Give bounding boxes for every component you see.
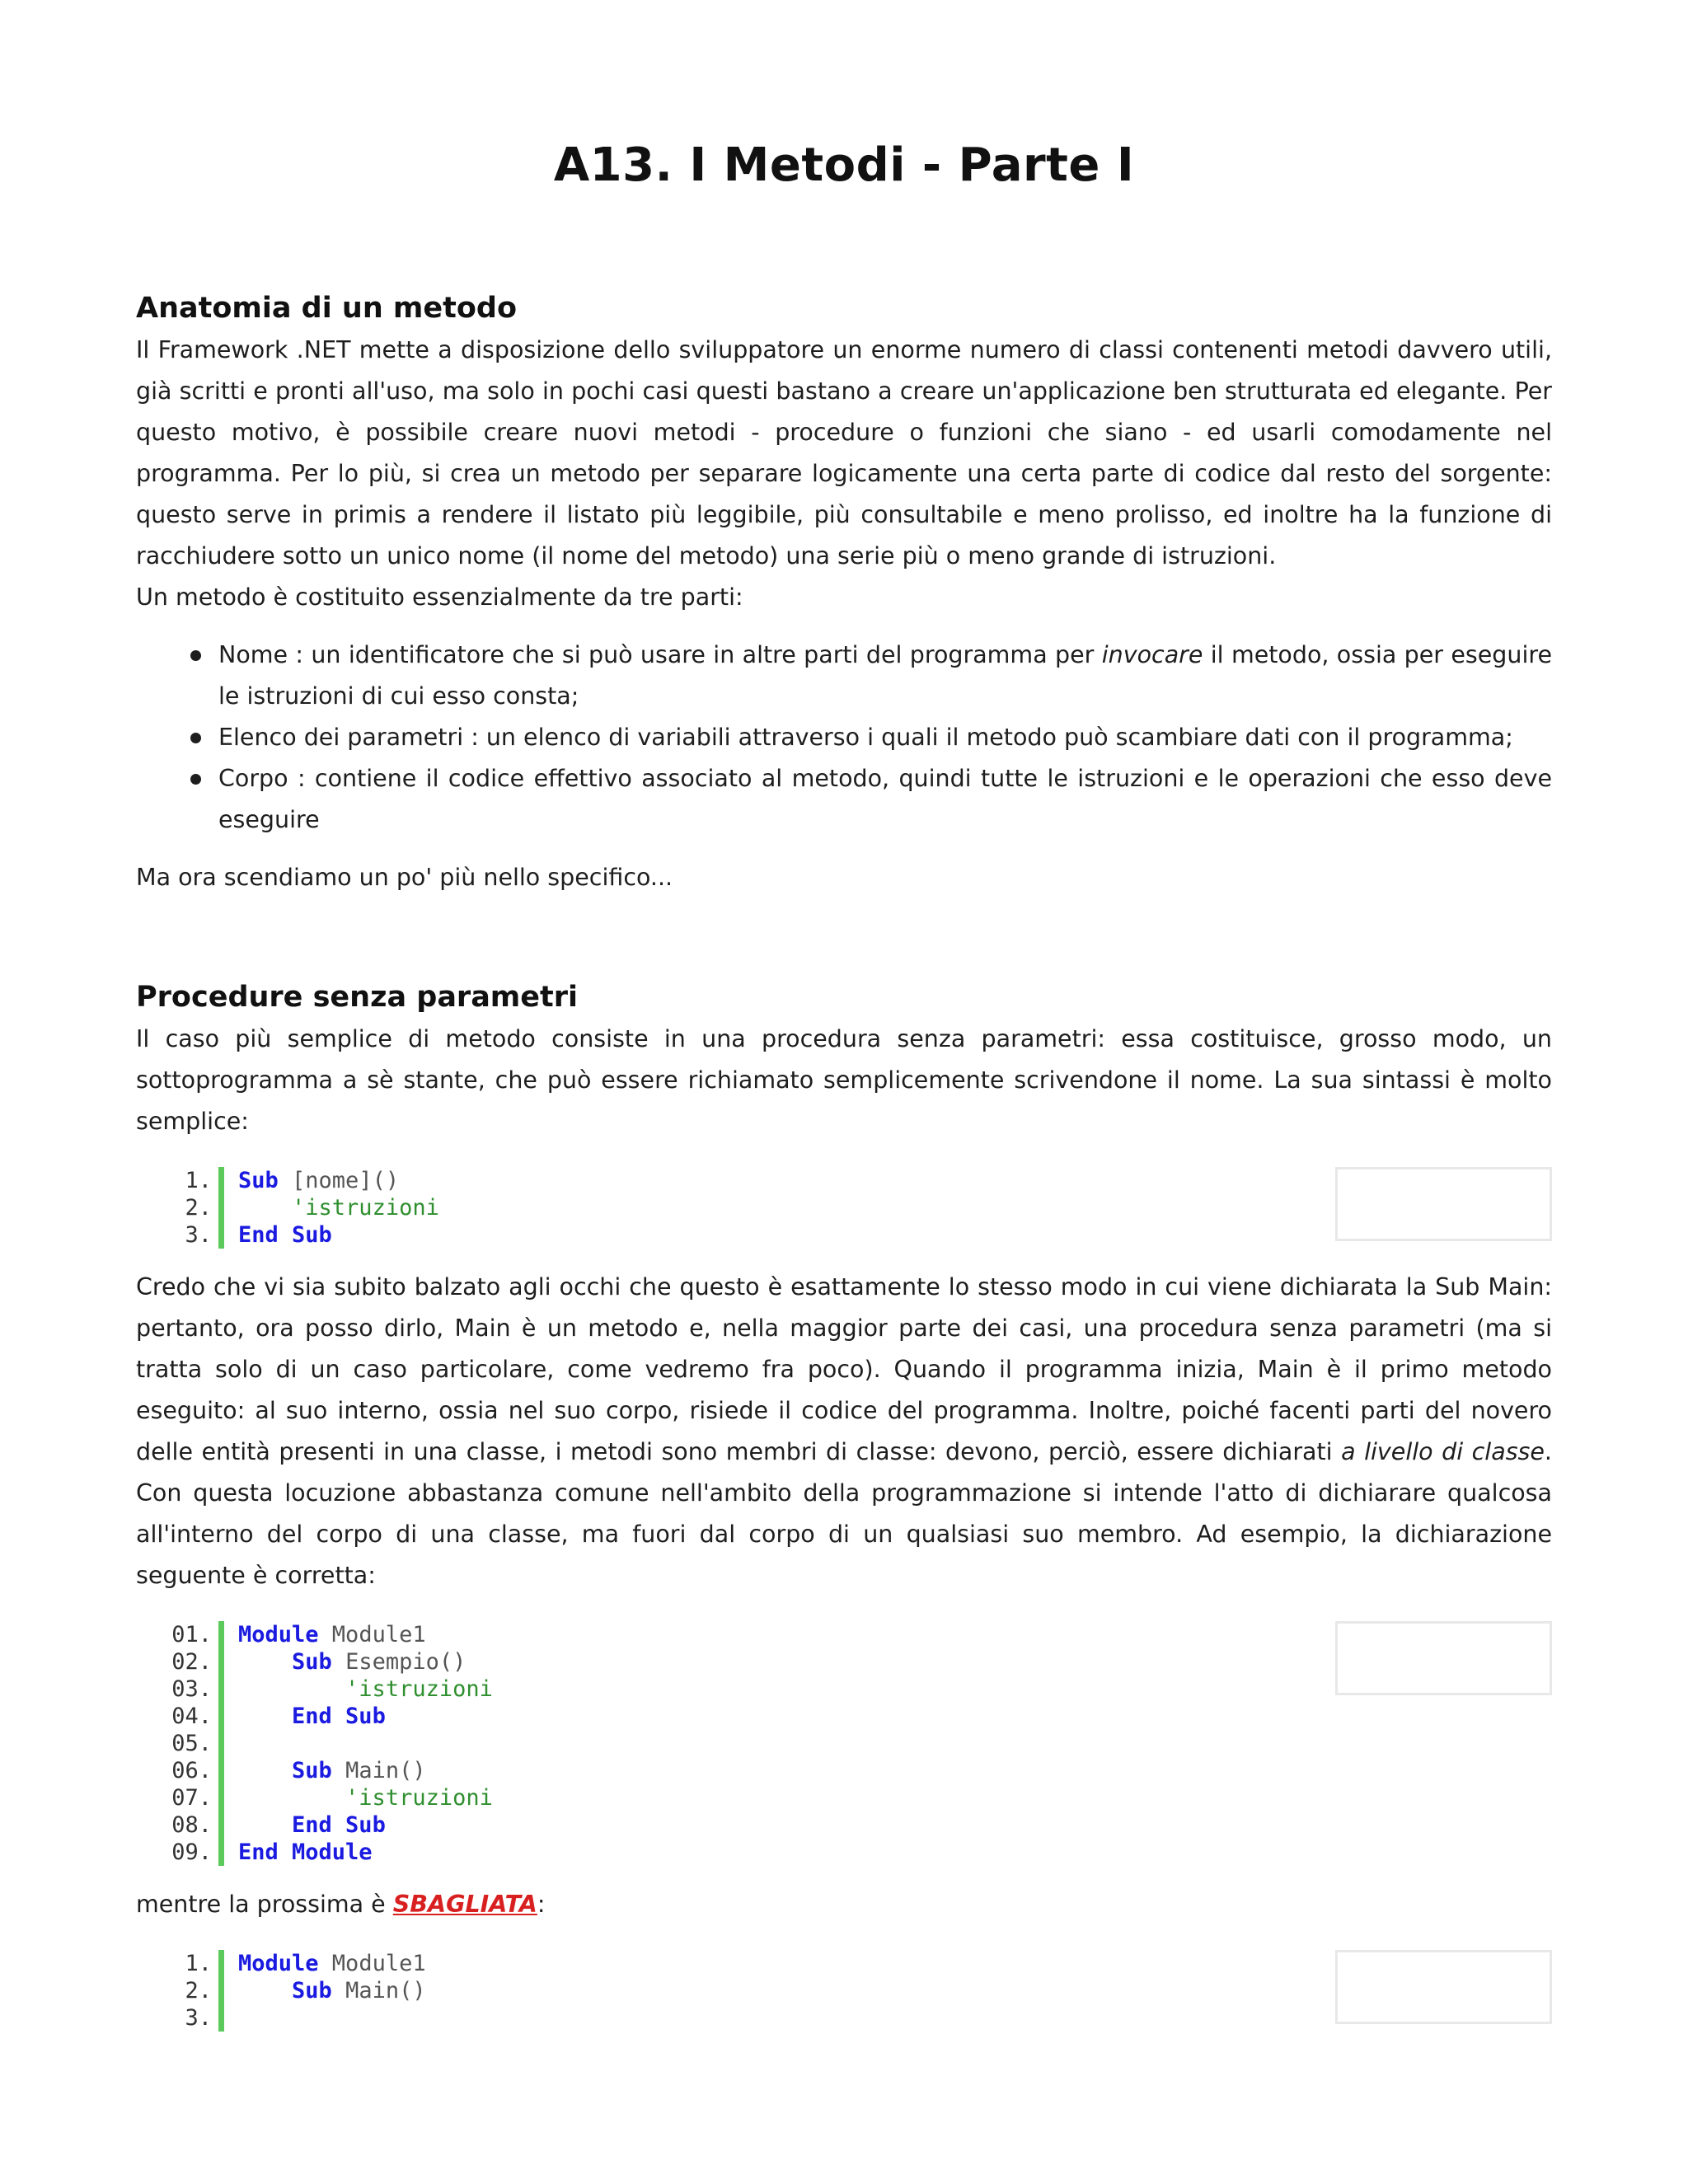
- line-marker: [218, 1221, 224, 1249]
- code-text: Sub Main(): [292, 1758, 426, 1783]
- article-body: [136, 287, 1552, 2050]
- code-text: 'istruzioni: [292, 1195, 439, 1221]
- paragraph-main-explanation: Credo che vi sia subito balzato agli occhi che questo è esattamente lo stesso modo in cui viene dichiarata la Sub Main: pertanto, ora posso dirlo, Main è un metodo e, nella maggior parte dei casi, una procedura senza parametri (ma si tratta solo di un caso particolare, come vedremo fra poco). Quando il programma inizia, Main è il primo metodo eseguito: al suo interno, ossia nel suo corpo, risiede il codice del programma. Inoltre, poiché facenti parti del novero delle entità presenti in una classe, i metodi sono membri di classe: devono, perciò, essere dichiarati a livello di classe. Con questa locuzione abbastanza comune nell'ambito della programmazione si intende l'atto di dichiarare qualcosa all'interno del corpo di una classe, ma fuori dal corpo di un qualsiasi suo membro. Ad esempio, la dichiarazione seguente è corretta:: [136, 1273, 1552, 1589]
- code-line: [136, 1757, 1552, 1784]
- bullet-icon: [190, 774, 201, 785]
- page-title: A13. I Metodi - Parte I: [553, 138, 1135, 192]
- code-text: Module Module1: [238, 1622, 426, 1647]
- line-number: 06.: [171, 1758, 212, 1783]
- paragraph-outro: Ma ora scendiamo un po' più nello specifico...: [136, 864, 673, 891]
- code-toolbar-box[interactable]: [1335, 1621, 1552, 1695]
- code-text: Sub Main(): [292, 1978, 426, 2004]
- line-number: 09.: [171, 1840, 212, 1865]
- code-text: End Sub: [292, 1704, 386, 1729]
- line-number: 05.: [171, 1731, 212, 1756]
- line-number: 2.: [185, 1978, 212, 2004]
- line-marker: [218, 1950, 224, 1977]
- method-parts-list: [136, 635, 1552, 841]
- line-marker: [218, 1194, 224, 1221]
- paragraph-parts-intro: Un metodo è costituito essenzialmente da tre parti:: [136, 583, 743, 611]
- list-item: Elenco dei parametri : un elenco di variabili attraverso i quali il metodo può scambiare dati con il programma;: [218, 717, 1552, 758]
- code-text: End Sub: [238, 1222, 332, 1248]
- code-text: Module Module1: [238, 1951, 426, 1976]
- bullet-icon: [190, 650, 201, 661]
- line-marker: [218, 1784, 224, 1811]
- line-marker: [218, 2004, 224, 2032]
- code-text: End Sub: [292, 1812, 386, 1838]
- line-marker: [218, 1675, 224, 1703]
- bullet-icon: [190, 733, 201, 743]
- code-line: [136, 1839, 1552, 1866]
- line-number: 04.: [171, 1704, 212, 1729]
- line-number: 2.: [185, 1195, 212, 1221]
- code-text: End Module: [238, 1840, 373, 1865]
- code-text: 'istruzioni: [345, 1676, 493, 1702]
- line-number: 3.: [185, 2005, 212, 2031]
- section-heading-anatomia: Anatomia di un metodo: [136, 292, 518, 325]
- code-toolbar-box[interactable]: [1335, 1167, 1552, 1241]
- line-number: 08.: [171, 1812, 212, 1838]
- code-block-wrong: [136, 1950, 1552, 2032]
- wrong-label: SBAGLIATA: [392, 1891, 537, 1918]
- line-marker: [218, 1167, 224, 1194]
- code-block-syntax: [136, 1167, 1552, 1249]
- paragraph-procedure-intro: Il caso più semplice di metodo consiste in una procedura senza parametri: essa costituisce, grosso modo, un sottoprogramma a sè stante, che può essere richiamato semplicemente scrivendone il nome. La sua sintassi è molto semplice:: [136, 1025, 1552, 1135]
- line-marker: [218, 1839, 224, 1866]
- line-marker: [218, 1621, 224, 1648]
- paragraph-wrong: mentre la prossima è SBAGLIATA:: [136, 1891, 546, 1918]
- code-text: 'istruzioni: [345, 1785, 493, 1811]
- line-number: 3.: [185, 1222, 212, 1248]
- list-item: Nome : un identificatore che si può usare in altre parti del programma per invocare il metodo, ossia per eseguire le istruzioni di cui esso consta;: [218, 635, 1552, 717]
- line-marker: [218, 1757, 224, 1784]
- code-line: [136, 1730, 1552, 1757]
- section-heading-procedure: Procedure senza parametri: [136, 981, 579, 1014]
- line-marker: [218, 1648, 224, 1675]
- line-number: 01.: [171, 1622, 212, 1647]
- list-item: Corpo : contiene il codice effettivo associato al metodo, quindi tutte le istruzioni e le operazioni che esso deve eseguire: [218, 758, 1552, 841]
- paragraph-intro: Il Framework .NET mette a disposizione dello sviluppatore un enorme numero di classi contenenti metodi davvero utili, già scritti e pronti all'uso, ma solo in pochi casi questi bastano a creare un'applicazione ben strutturata ed elegante. Per questo motivo, è possibile creare nuovi metodi - procedure o funzioni che siano - ed usarli comodamente nel programma. Per lo più, si crea un metodo per separare logicamente una certa parte di codice dal resto del sorgente: questo serve in primis a rendere il listato più leggibile, più consultabile e meno prolisso, ed inoltre ha la funzione di racchiudere sotto un unico nome (il nome del metodo) una serie più o meno grande di istruzioni.: [136, 336, 1552, 569]
- code-text: Sub Esempio(): [292, 1649, 467, 1675]
- line-marker: [218, 1977, 224, 2004]
- line-number: 1.: [185, 1168, 212, 1193]
- line-marker: [218, 1703, 224, 1730]
- line-number: 03.: [171, 1676, 212, 1702]
- code-text: Sub [nome](): [238, 1168, 400, 1193]
- code-block-correct: [136, 1621, 1552, 1866]
- code-line: [136, 1811, 1552, 1839]
- code-line: [136, 1703, 1552, 1730]
- line-number: 07.: [171, 1785, 212, 1811]
- line-number: 02.: [171, 1649, 212, 1675]
- code-line: [136, 1784, 1552, 1811]
- code-toolbar-box[interactable]: [1335, 1950, 1552, 2024]
- line-number: 1.: [185, 1951, 212, 1976]
- line-marker: [218, 1811, 224, 1839]
- line-marker: [218, 1730, 224, 1757]
